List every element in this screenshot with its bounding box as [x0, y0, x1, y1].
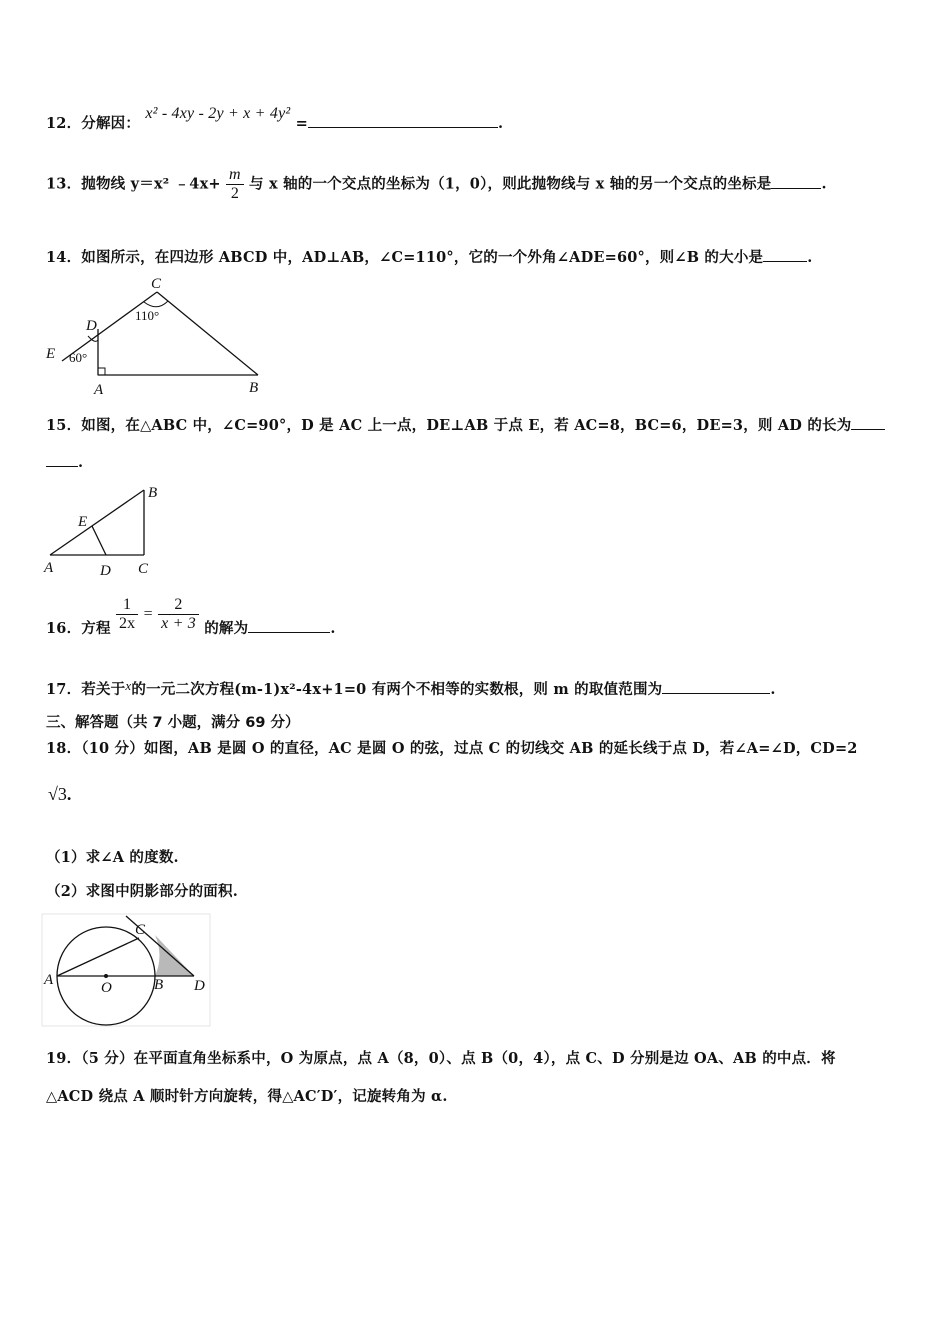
- question-12: [46, 105, 504, 133]
- q14-label-c: C: [151, 276, 162, 292]
- q14-side-cb: [157, 292, 258, 375]
- q15-figure: [40, 482, 170, 580]
- q12-label: 12．分解因：: [46, 115, 141, 132]
- q16-fraction-right: [158, 596, 199, 633]
- question-13: [46, 166, 827, 203]
- q14-end: .: [807, 249, 813, 266]
- question-19-line-2: △ACD 绕点 A 顺时针方向旋转，得△AC′D′，记旋转角为 α.: [46, 1088, 448, 1105]
- question-19-line-1: 19．（5 分）在平面直角坐标系中，O 为原点，点 A（8，0）、点 B（0，4），点 C、D 分别是边 OA、AB 的中点．将: [46, 1050, 836, 1067]
- q16-equals: =: [143, 605, 153, 623]
- q15-segment-de: [92, 526, 106, 555]
- q15-label-a: A: [44, 560, 54, 576]
- q13-end: .: [821, 175, 827, 193]
- q18-sqrt-three: [48, 784, 71, 805]
- q13-fraction: [226, 166, 244, 203]
- q15-answer-blank-part1[interactable]: [851, 415, 885, 430]
- q18-label-b: B: [154, 977, 164, 993]
- q17-text: 的一元二次方程(m-1)x²-4x+1=0 有两个不相等的实数根，则 m 的取值范围为: [131, 681, 663, 698]
- q16-f2-num: 2: [174, 596, 183, 613]
- q16-label: 16．方程: [46, 619, 111, 637]
- q18-end: .: [66, 784, 72, 804]
- q13-frac-den: 2: [226, 184, 244, 203]
- q17-pre: 17．若关于: [46, 681, 126, 698]
- q15-label-d: D: [100, 563, 111, 579]
- q17-answer-blank[interactable]: [662, 679, 770, 694]
- q15-label-c: C: [138, 561, 149, 577]
- q16-f1-num: 1: [123, 596, 132, 613]
- q14-figure: [40, 272, 270, 400]
- q14-text: 14．如图所示，在四边形 ABCD 中，AD⊥AB，∠C=110°，它的一个外角∠ADE=60°，则∠B 的大小是: [46, 249, 764, 266]
- q18-label-c: C: [135, 922, 146, 938]
- q15-end: .: [78, 454, 84, 471]
- section-3-heading: 三、解答题（共 7 小题，满分 69 分）: [46, 715, 300, 731]
- q18-text: 18．（10 分）如图，AB 是圆 O 的直径，AC 是圆 O 的弦，过点 C 的切线交 AB 的延长线于点 D，若∠A=∠D，CD=2: [46, 740, 858, 757]
- q18-label-d: D: [194, 978, 205, 994]
- q18-sqrt: √3: [48, 784, 67, 804]
- q13-answer-blank[interactable]: [771, 174, 821, 189]
- q15-label-b: B: [148, 485, 158, 501]
- question-15-cont: [46, 452, 83, 471]
- q18-label-a: A: [44, 972, 54, 988]
- q14-right-angle-mark: [98, 368, 105, 375]
- q16-end: .: [330, 619, 336, 637]
- q17-var: x: [125, 678, 132, 693]
- q12-answer-blank[interactable]: [308, 113, 498, 128]
- q15-answer-blank-part2[interactable]: [46, 452, 78, 467]
- q13-frac-num: m: [229, 166, 241, 183]
- q16-fraction-left: [116, 596, 138, 633]
- q15-label-e: E: [78, 514, 88, 530]
- question-17: [46, 678, 776, 699]
- q14-label-angle-d: 60°: [69, 350, 88, 365]
- question-15: [46, 414, 885, 435]
- q16-text: 的解为: [204, 619, 249, 637]
- q18-figure: [42, 914, 214, 1028]
- q14-label-e: E: [46, 346, 56, 362]
- q16-f1-den: 2x: [116, 614, 138, 633]
- question-16: [46, 596, 336, 637]
- q13-text: 与 x 轴的一个交点的坐标为（1，0），则此抛物线与 x 轴的另一个交点的坐标是: [249, 175, 772, 193]
- q12-equals: =: [295, 115, 308, 132]
- q14-label-a: A: [94, 382, 104, 398]
- question-18: [46, 737, 858, 758]
- question-14: [46, 246, 812, 267]
- q16-answer-blank[interactable]: [248, 618, 330, 633]
- q14-label-d: D: [86, 318, 97, 334]
- q14-label-b: B: [249, 380, 259, 396]
- q18-label-o: O: [101, 980, 112, 996]
- q16-tail: [204, 620, 335, 637]
- q15-side-ab: [50, 490, 144, 555]
- q14-answer-blank[interactable]: [763, 247, 807, 262]
- q18-part-2: （2）求图中阴影部分的面积.: [46, 883, 238, 900]
- q18-part-1: （1）求∠A 的度数.: [46, 849, 179, 866]
- q14-angle-c-arc: [144, 301, 168, 307]
- q12-end: .: [498, 115, 504, 132]
- q12-expression: x² - 4xy - 2y + x + 4y²: [145, 105, 291, 122]
- q15-text: 15．如图，在△ABC 中，∠C=90°，D 是 AC 上一点，DE⊥AB 于点 E，若 AC=8，BC=6，DE=3，则 AD 的长为: [46, 417, 852, 434]
- q16-f2-den: x + 3: [158, 614, 199, 633]
- q18-center-o: [104, 974, 108, 978]
- q14-label-angle-c: 110°: [135, 308, 160, 323]
- q13-label: 13．抛物线 y＝x² ﹣4x+: [46, 175, 221, 193]
- q17-end: .: [770, 681, 776, 698]
